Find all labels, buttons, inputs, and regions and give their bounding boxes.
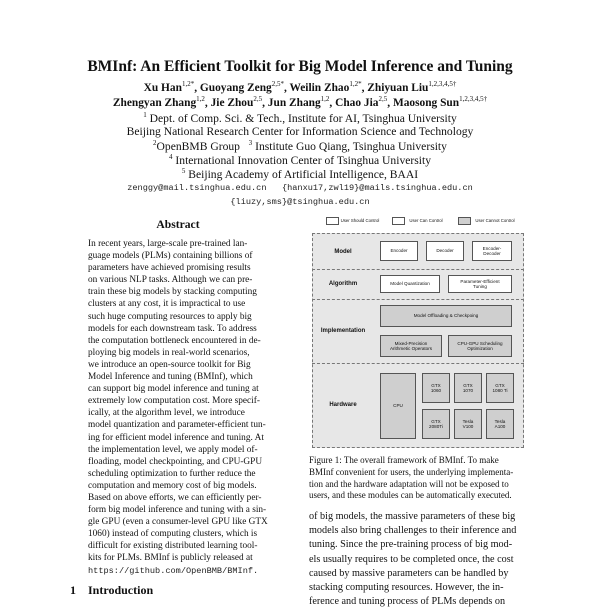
author-sup: 1,2 xyxy=(196,95,205,103)
hardware-box-cpu: CPU xyxy=(380,373,416,439)
section-title: Introduction xyxy=(88,583,154,597)
hardware-box-tesla-a100: Tesla A100 xyxy=(486,409,514,439)
abstract-line: ically, at the algorithm level, we introduce xyxy=(88,408,245,419)
framework-figure xyxy=(312,215,524,450)
author-sup: 1,2 xyxy=(320,95,330,103)
abstract-line: models for each downstream task. To address xyxy=(88,323,257,334)
affiliation-1: $^1$ Dept. of Comp. Sci. & Tech., Institute for AI, Tsinghua University xyxy=(143,111,457,125)
author-sup: 2,5* xyxy=(271,80,284,88)
abstract-line: on various NLP tasks. Although we can pre- xyxy=(88,275,253,286)
body-line: ference and tuning process of PLMs depends on xyxy=(309,596,506,608)
abstract-line: gle GPU (even a consumer-level GPU like GTX xyxy=(88,517,268,528)
hardware-box-gtx-1080ti: GTX 1080 Ti xyxy=(486,373,514,403)
abstract-line: the computation bottleneck encountered in de- xyxy=(88,335,261,346)
layer-label-model: Model xyxy=(334,249,352,255)
affiliation-1b: Beijing National Research Center for Information Science and Technology xyxy=(126,125,474,138)
author-name: Chao Jia xyxy=(335,96,379,109)
abstract-line: Based on above efforts, we can efficiently per- xyxy=(88,492,262,503)
model-box-encoder: Encoder xyxy=(380,241,418,261)
abstract-line: floading, model checkpointing, and CPU-GPU xyxy=(88,456,263,467)
github-link[interactable]: https://github.com/OpenBMB/BMInf. xyxy=(88,565,259,576)
layer-label-implementation: Implementation xyxy=(320,328,366,334)
abstract-line: form big model inference and tuning with a sin- xyxy=(88,505,267,516)
hardware-box-gtx-1060: GTX 1060 xyxy=(422,373,450,403)
affiliation-2-3: $^2$OpenBMB Group $^3$ Institute Guo Qiang, Tsinghua University xyxy=(153,139,447,153)
abstract-line: we introduce an open-source toolkit for Big xyxy=(88,359,251,370)
implementation-box-offloading: Model Offloading & Checkpoing xyxy=(380,305,512,327)
author-name: Jie Zhou xyxy=(210,96,254,109)
figure-caption xyxy=(309,455,531,502)
layer-label-algorithm: Algorithm xyxy=(328,281,358,287)
abstract-line: guage models (PLMs) containing billions of xyxy=(88,251,253,262)
abstract-line: parameters have achieved promising results xyxy=(88,263,251,274)
model-box-encoder-decoder: Encoder- Decoder xyxy=(472,241,512,261)
author-name: Zhiyuan Liu xyxy=(367,81,429,94)
body-line: caused by massive parameters can be handled by xyxy=(309,567,509,579)
author-line-1: Xu Han$^{1,2*}$, Guoyang Zeng$^{2,5*}$, Weilin Zhao$^{1,2*}$, Zhiyuan Liu$^{1,2,3,4,5\dagger}$ xyxy=(143,80,457,94)
algorithm-box-quantization: Model Quantization xyxy=(380,275,440,293)
caption-line: users, and these modules can be automatically executed. xyxy=(309,490,512,501)
section-heading-introduction xyxy=(70,583,165,598)
abstract-line: such huge computing resources to apply big xyxy=(88,311,252,322)
layer-label-hardware: Hardware xyxy=(329,402,357,408)
implementation-box-mixed-precision: Mixed-Precision Arithmetic Operators xyxy=(380,335,442,357)
abstract-line: scheduling optimization to further reduce the xyxy=(88,468,256,479)
paper-title: BMInf: An Efficient Toolkit for Big Model Inference and Tuning xyxy=(87,58,513,75)
hardware-box-gtx-2080ti: GTX 2080Ti xyxy=(422,409,450,439)
author-name: Xu Han xyxy=(143,81,182,94)
body-text-right xyxy=(309,510,531,609)
caption-line: Figure 1: The overall framework of BMInf. To make xyxy=(309,455,499,465)
legend-label-should-control: User Should Control xyxy=(340,218,380,223)
abstract-heading: Abstract xyxy=(156,218,200,231)
caption-line: BMInf convenient for users, the underlying implementa- xyxy=(309,466,514,477)
author-sup: 1,2* xyxy=(181,80,195,88)
author-sup: 1,2,3,4,5† xyxy=(428,80,457,88)
body-line: models also bring challenges to their inference and xyxy=(309,525,517,537)
abstract-body xyxy=(88,238,283,577)
legend-swatch-cannot-control xyxy=(458,217,471,225)
author-name: Zhengyan Zhang xyxy=(112,96,197,109)
abstract-line: In recent years, large-scale pre-trained lan- xyxy=(88,239,248,249)
legend-label-cannot-control: User Cannot Control xyxy=(475,218,515,223)
legend-swatch-can-control xyxy=(392,217,405,225)
author-sup: 2,5 xyxy=(378,95,388,103)
author-line-2: Zhengyan Zhang$^{1,2}$, Jie Zhou$^{2,5}$, Jun Zhang$^{1,2}$, Chao Jia$^{2,5}$, Maosong Sun$^{1,2,3,4,5\dagger}$ xyxy=(112,95,488,109)
abstract-line: the implementation level, we apply model of- xyxy=(88,444,258,455)
abstract-line: can support big model inference and tuning at xyxy=(88,384,259,395)
abstract-line: model quantization and parameter-efficient tun- xyxy=(88,420,266,431)
email-line-2[interactable]: {liuzy,sms}@tsinghua.edu.cn xyxy=(230,197,370,207)
author-name: Maosong Sun xyxy=(392,96,460,109)
author-name: Weilin Zhao xyxy=(289,81,350,94)
model-box-decoder: Decoder xyxy=(426,241,464,261)
legend-label-can-control: User Can Control xyxy=(409,218,443,223)
abstract-line: computation and memory cost of big models. xyxy=(88,480,257,491)
layer-divider xyxy=(312,269,524,270)
section-number: 1 xyxy=(70,583,76,597)
abstract-line: extremely low computation cost. More specif- xyxy=(88,396,260,407)
hardware-box-gtx-1070: GTX 1070 xyxy=(454,373,482,403)
layer-divider xyxy=(312,299,524,300)
abstract-line: ing for efficient model inference and tuning. At xyxy=(88,432,264,443)
body-line: els usually requires to be completed once, the cost xyxy=(309,553,514,565)
implementation-box-scheduling: CPU-GPU Scheduling Optimization xyxy=(448,335,512,357)
body-line: of big models, the massive parameters of these big xyxy=(309,511,516,522)
affiliation-5: $^5$ Beijing Academy of Artificial Intelligence, BAAI xyxy=(181,167,419,181)
abstract-line: ploying big models in real-world scenarios, xyxy=(88,347,250,358)
abstract-line: difficult for existing distributed learning tool- xyxy=(88,541,258,552)
author-sup: 2,5 xyxy=(253,95,263,103)
hardware-box-tesla-v100: Tesla V100 xyxy=(454,409,482,439)
layer-divider xyxy=(312,363,524,364)
author-sup: 1,2* xyxy=(349,80,362,88)
affiliation-4: $^4$ International Innovation Center of Tsinghua University xyxy=(169,153,431,167)
algorithm-box-peft: Parameter-Efficient Tuning xyxy=(448,275,512,293)
abstract-line: train these big models by stacking computing xyxy=(88,287,257,298)
caption-line: tion and the hardware adaptation will not be exposed to xyxy=(309,478,509,489)
abstract-line: kits for PLMs. BMInf is publicly released at xyxy=(88,553,253,564)
body-line: tuning. Since the pre-training process of big mod- xyxy=(309,539,513,551)
email-line-1[interactable]: zenggy@mail.tsinghua.edu.cn {hanxu17,zwl19}@mails.tsinghua.edu.cn xyxy=(127,183,473,193)
author-name: Jun Zhang xyxy=(267,96,321,109)
legend-swatch-should-control xyxy=(326,217,339,225)
body-line: stacking computing resources. However, the in- xyxy=(309,582,504,594)
author-sup: 1,2,3,4,5† xyxy=(459,95,488,103)
abstract-line: clusters at any cost, it is impractical to use xyxy=(88,299,246,310)
abstract-line: Model Inference and tuning (BMInf), which xyxy=(88,372,253,383)
abstract-line: 1060) instead of computing clusters, which is xyxy=(88,529,258,540)
author-name: Guoyang Zeng xyxy=(199,81,272,94)
